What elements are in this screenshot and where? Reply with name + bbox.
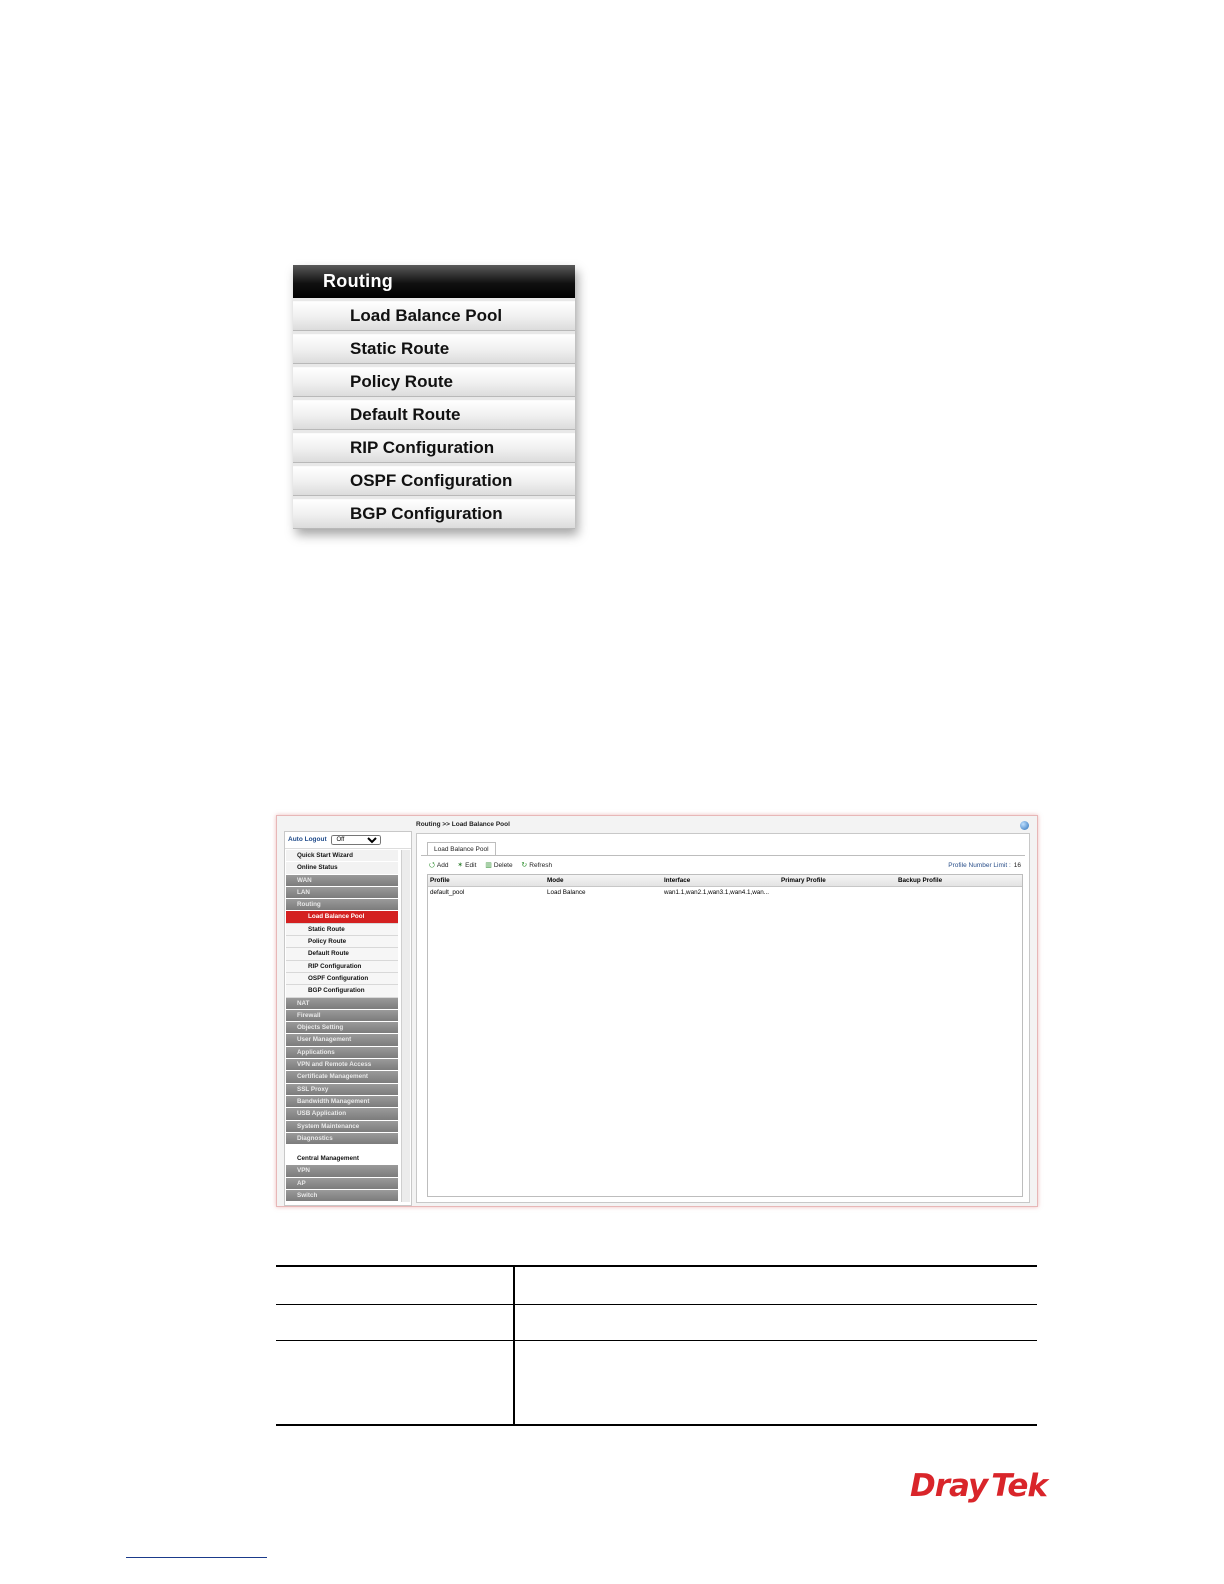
table-cell (276, 1305, 514, 1341)
sidebar-item-nat[interactable]: NAT (286, 998, 398, 1010)
menu-item-default-route[interactable]: Default Route (293, 400, 575, 430)
toolbar (429, 860, 1021, 871)
table-cell (514, 1341, 1037, 1426)
table-row (276, 1266, 1037, 1305)
sidebar-item-vpn[interactable]: VPN (286, 1165, 398, 1177)
auto-logout (285, 832, 411, 849)
table-row[interactable] (428, 887, 1022, 898)
cell-interface: wan1.1,wan2.1,wan3.1,wan4.1,wan... (664, 889, 770, 896)
sidebar-item-ospf-configuration[interactable]: OSPF Configuration (286, 973, 398, 985)
sidebar-item-ssl-proxy[interactable]: SSL Proxy (286, 1084, 398, 1096)
footer-rule (126, 1557, 267, 1558)
edit-label: Edit (465, 862, 477, 869)
help-icon[interactable] (1020, 821, 1029, 830)
table-cell (276, 1266, 514, 1305)
sidebar-item-applications[interactable]: Applications (286, 1047, 398, 1059)
delete-button[interactable] (485, 860, 512, 871)
add-icon: ⭯ (429, 862, 435, 869)
table-row (276, 1305, 1037, 1341)
sidebar-item-vpn-and-remote-access[interactable]: VPN and Remote Access (286, 1059, 398, 1071)
col-header-profile[interactable]: Profile (430, 877, 450, 884)
menu-item-ospf-configuration[interactable]: OSPF Configuration (293, 466, 575, 496)
sidebar-item-default-route[interactable]: Default Route (286, 948, 398, 960)
edit-button[interactable] (457, 860, 476, 871)
add-button[interactable] (429, 860, 448, 871)
sidebar-item-routing[interactable]: Routing (286, 899, 398, 911)
sidebar-item-wan[interactable]: WAN (286, 875, 398, 887)
sidebar-item-objects-setting[interactable]: Objects Setting (286, 1022, 398, 1034)
col-header-backup-profile[interactable]: Backup Profile (898, 877, 943, 884)
table-header-row (428, 875, 1022, 887)
content-panel (416, 833, 1030, 1203)
profile-limit-value: 16 (1013, 862, 1021, 869)
main-content (416, 819, 1031, 1203)
table-cell (276, 1341, 514, 1426)
profile-table (427, 874, 1023, 1197)
table-cell (514, 1266, 1037, 1305)
col-header-primary-profile[interactable]: Primary Profile (781, 877, 826, 884)
auto-logout-select[interactable] (331, 835, 381, 845)
sidebar-item-ap[interactable]: AP (286, 1178, 398, 1190)
sidebar-item-online-status[interactable]: Online Status (286, 862, 398, 874)
breadcrumb: Routing >> Load Balance Pool (416, 821, 510, 828)
sidebar-item-load-balance-pool[interactable]: Load Balance Pool (286, 911, 398, 923)
table-cell (514, 1305, 1037, 1341)
nav-spacer (286, 1145, 398, 1153)
sidebar-nav (286, 850, 398, 1202)
tab-divider (421, 855, 1025, 856)
edit-icon: ✶ (457, 862, 464, 869)
sidebar-item-bgp-configuration[interactable]: BGP Configuration (286, 985, 398, 997)
auto-logout-label: Auto Logout (288, 836, 327, 843)
sidebar-item-diagnostics[interactable]: Diagnostics (286, 1133, 398, 1145)
col-header-interface[interactable]: Interface (664, 877, 691, 884)
sidebar-scrollbar[interactable] (401, 850, 410, 1202)
cell-mode: Load Balance (547, 889, 586, 896)
sidebar-item-user-management[interactable]: User Management (286, 1034, 398, 1046)
logo-part-tek: Tek (991, 1468, 1047, 1504)
delete-label: Delete (493, 862, 513, 869)
profile-number-limit (948, 860, 1021, 871)
sidebar-item-central-management[interactable]: Central Management (286, 1153, 398, 1165)
draytek-logo (910, 1468, 1047, 1504)
tab-load-balance-pool[interactable]: Load Balance Pool (427, 842, 496, 856)
sidebar-item-firewall[interactable]: Firewall (286, 1010, 398, 1022)
menu-item-rip-configuration[interactable]: RIP Configuration (293, 433, 575, 463)
load-balance-pool-screenshot (276, 815, 1038, 1207)
profile-limit-label: Profile Number Limit : (948, 862, 1011, 869)
table-row (276, 1341, 1037, 1426)
refresh-icon: ↻ (521, 862, 528, 869)
refresh-button[interactable] (521, 860, 552, 871)
routing-menu (293, 265, 575, 529)
sidebar-item-policy-route[interactable]: Policy Route (286, 936, 398, 948)
sidebar-item-system-maintenance[interactable]: System Maintenance (286, 1121, 398, 1133)
sidebar-item-certificate-management[interactable]: Certificate Management (286, 1071, 398, 1083)
sidebar (284, 831, 412, 1206)
sidebar-item-static-route[interactable]: Static Route (286, 924, 398, 936)
trash-icon: ▥ (485, 862, 492, 869)
col-header-mode[interactable]: Mode (547, 877, 564, 884)
description-table (276, 1265, 1037, 1426)
sidebar-item-rip-configuration[interactable]: RIP Configuration (286, 961, 398, 973)
refresh-label: Refresh (529, 862, 553, 869)
add-label: Add (436, 862, 449, 869)
menu-item-bgp-configuration[interactable]: BGP Configuration (293, 499, 575, 529)
menu-item-policy-route[interactable]: Policy Route (293, 367, 575, 397)
logo-part-dray: Dray (910, 1468, 988, 1504)
menu-item-load-balance-pool[interactable]: Load Balance Pool (293, 301, 575, 331)
sidebar-item-quick-start-wizard[interactable]: Quick Start Wizard (286, 850, 398, 862)
sidebar-item-switch[interactable]: Switch (286, 1190, 398, 1202)
sidebar-item-usb-application[interactable]: USB Application (286, 1108, 398, 1120)
sidebar-item-bandwidth-management[interactable]: Bandwidth Management (286, 1096, 398, 1108)
menu-item-static-route[interactable]: Static Route (293, 334, 575, 364)
sidebar-item-lan[interactable]: LAN (286, 887, 398, 899)
cell-profile: default_pool (430, 889, 465, 896)
routing-menu-header: Routing (293, 265, 575, 298)
